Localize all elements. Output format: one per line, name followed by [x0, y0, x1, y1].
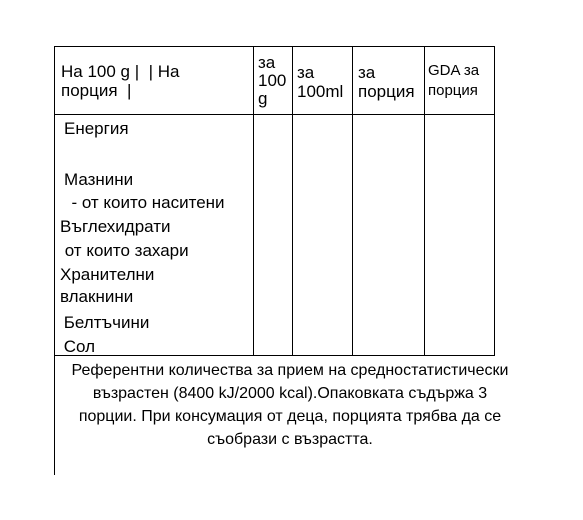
row-sugars: от които захари — [60, 241, 189, 260]
header-gda-per-portion: GDA за порция — [428, 62, 480, 99]
reference-intake-note: Референтни количества за прием на средностатистически възрастен (8400 kJ/2000 kcal).Опаковката съдържа 3 порции. При консумация от деца, порцията трябва да се съобрази с възрастта. — [71, 362, 509, 448]
table-left-border — [54, 46, 55, 475]
header-per-100g: за 100 g — [258, 53, 287, 108]
col-divider-1 — [253, 46, 254, 355]
col-divider-3 — [352, 46, 353, 355]
table-right-border — [494, 46, 495, 355]
row-fibre: Хранителни влакнини — [60, 265, 155, 306]
body-bottom-border — [54, 355, 495, 356]
row-fat: Мазнини — [64, 170, 134, 189]
header-per-portion: за порция — [358, 63, 415, 101]
row-protein: Белтъчини — [59, 313, 150, 332]
table-top-border — [54, 46, 495, 47]
col-divider-4 — [424, 46, 425, 355]
header-per-100g-per-portion: На 100 g | | На порция | — [61, 62, 180, 100]
row-salt: Сол — [59, 337, 96, 356]
header-per-100ml: за 100ml — [297, 63, 344, 101]
row-energy: Енергия — [64, 119, 129, 138]
header-bottom-border — [54, 114, 495, 115]
row-saturates: - от които наситени — [62, 193, 225, 212]
row-carbohydrates: Въглехидрати — [60, 217, 171, 236]
col-divider-2 — [292, 46, 293, 355]
